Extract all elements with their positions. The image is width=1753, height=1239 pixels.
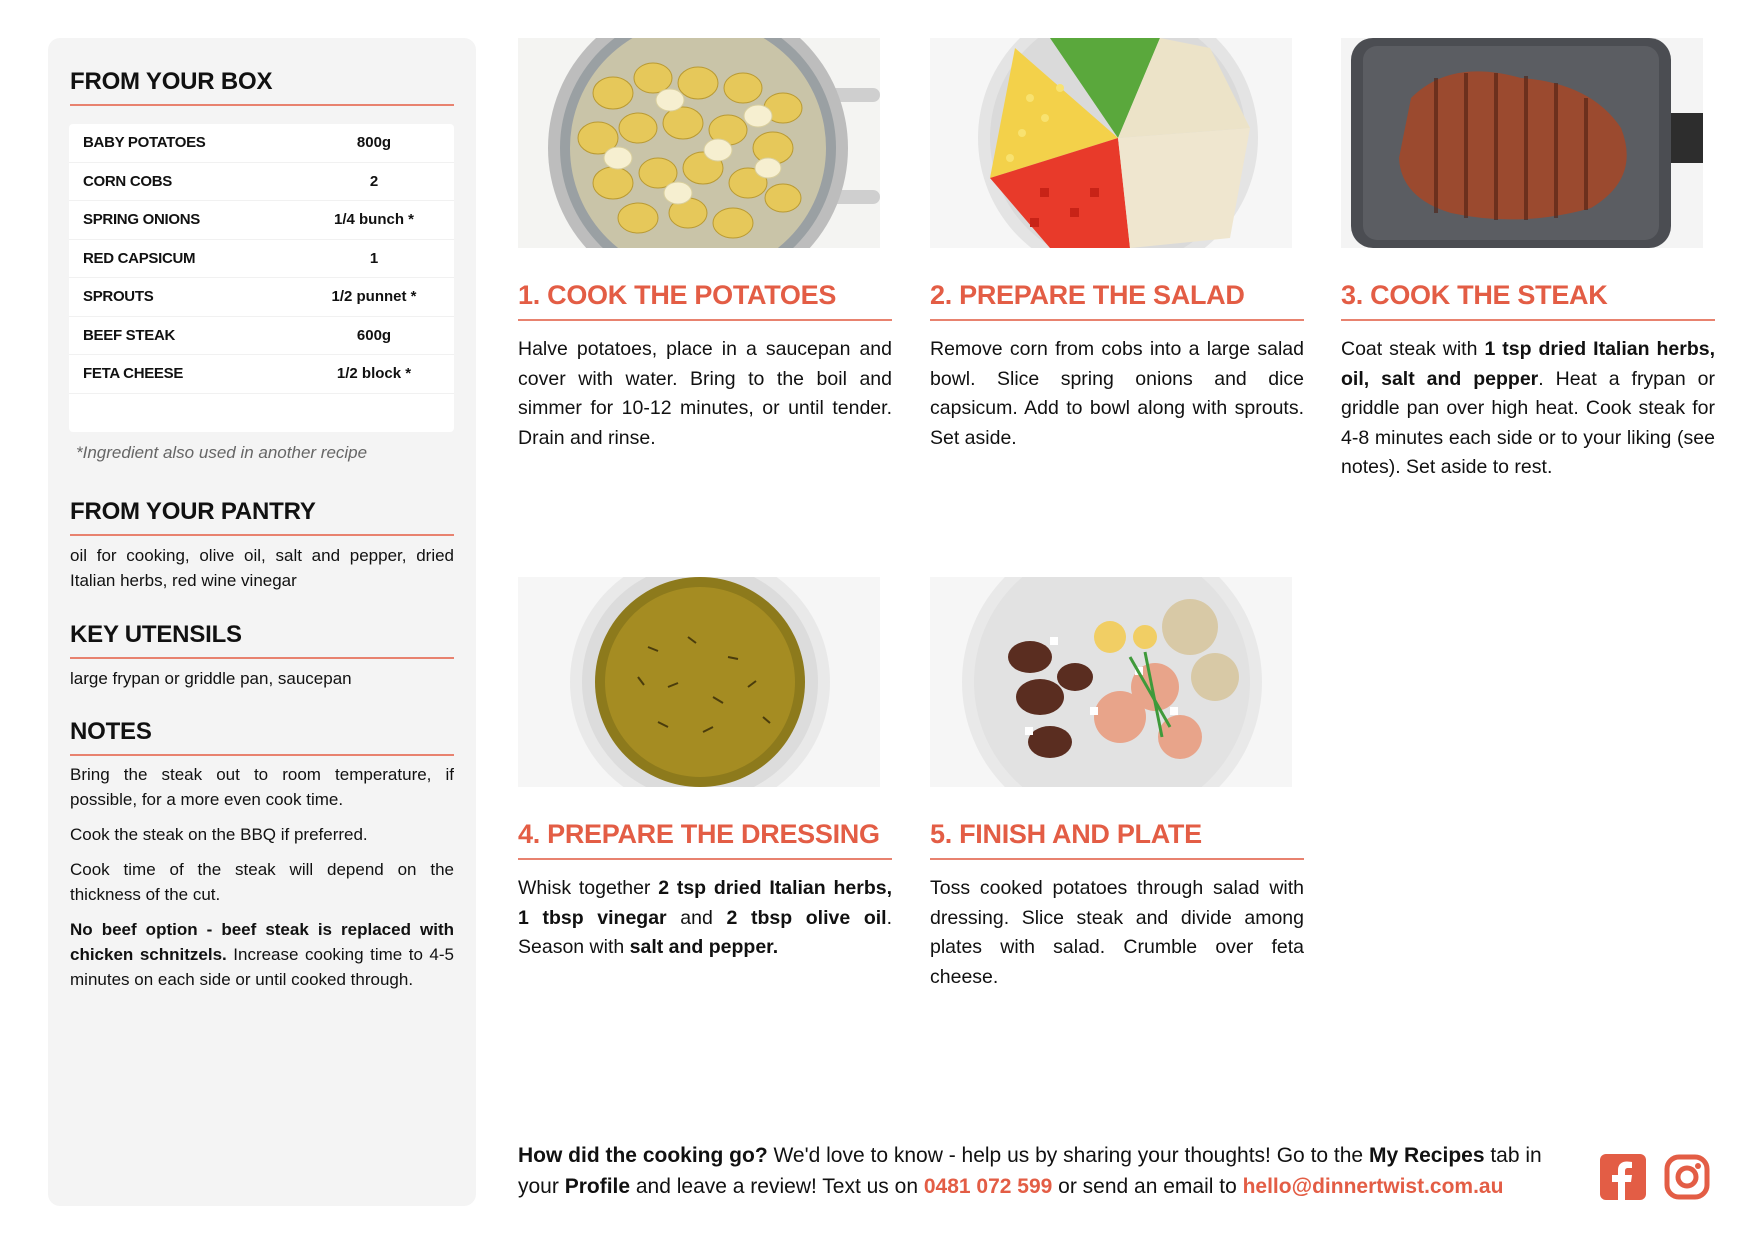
ingredient-name: FETA CHEESE	[83, 365, 184, 383]
table-row	[69, 163, 454, 202]
from-your-box-heading: FROM YOUR BOX	[70, 68, 454, 106]
ingredient-qty: 800g	[356, 134, 392, 152]
ingredient-qty: 1/4 bunch *	[333, 211, 415, 229]
pantry-heading: FROM YOUR PANTRY	[70, 498, 454, 536]
note-item: Bring the steak out to room temperature, if possible, for a more even cook time.	[70, 765, 454, 809]
step-text-bold: 1 tsp dried Italian herbs, oil, salt and pepper	[1341, 338, 1716, 390]
notes-list	[70, 762, 454, 1002]
phone-link[interactable]: 0481 072 599	[923, 1175, 1053, 1198]
step-title: 5. FINISH AND PLATE	[930, 819, 1304, 860]
potatoes-photo	[518, 38, 880, 248]
step-1	[518, 38, 892, 449]
my-recipes-label: My Recipes	[1368, 1144, 1485, 1167]
step-text: . Heat a frypan or griddle pan over high heat. Cook steak for 4-8 minutes each side or to your liking (see notes). Set aside to rest.	[1341, 367, 1715, 478]
option-bold-text: No beef option - beef steak is replaced with chicken schnitzels.	[70, 920, 454, 964]
ingredient-qty: 1	[369, 249, 379, 267]
feedback-text: or send an email to	[1052, 1175, 1243, 1198]
table-row	[69, 355, 454, 394]
step-text: . Season with	[518, 906, 892, 958]
table-row	[69, 124, 454, 163]
feedback-question: How did the cooking go?	[518, 1144, 768, 1167]
step-text: Whisk together	[518, 877, 659, 899]
ingredient-name: BEEF STEAK	[83, 326, 176, 344]
feedback-text: We'd love to know - help us by sharing your thoughts! Go to the	[767, 1144, 1369, 1167]
ingredient-footnote: *Ingredient also used in another recipe	[76, 443, 368, 462]
salad-photo	[930, 38, 1292, 248]
ingredients-sidebar	[48, 38, 476, 1206]
dressing-photo	[518, 577, 880, 787]
feedback-text: tab in your	[518, 1144, 1542, 1198]
step-body	[1341, 335, 1715, 483]
step-title: 2. PREPARE THE SALAD	[930, 280, 1304, 321]
ingredients-table	[69, 124, 454, 432]
profile-label: Profile	[564, 1175, 631, 1198]
step-body: Halve potatoes, place in a saucepan and cover with water. Bring to the boil and simmer for 10-12 minutes, or until tender. Drain and rinse.	[518, 338, 892, 449]
facebook-icon[interactable]	[1600, 1154, 1646, 1200]
step-text-bold: 2 tsp dried Italian herbs, 1 tbsp vinegar	[518, 877, 892, 929]
step-body	[518, 874, 892, 963]
note-item-option	[70, 917, 454, 992]
ingredient-qty: 2	[369, 172, 379, 190]
email-link[interactable]: hello@dinnertwist.com.au	[1242, 1175, 1504, 1198]
ingredient-name: RED CAPSICUM	[83, 249, 196, 267]
note-item: Cook the steak on the BBQ if preferred.	[70, 825, 368, 844]
note-item: Cook time of the steak will depend on the thickness of the cut.	[70, 860, 454, 904]
ingredient-qty: 1/2 punnet *	[331, 288, 417, 306]
ingredient-name: CORN COBS	[83, 172, 172, 190]
step-body: Toss cooked potatoes through salad with dressing. Slice steak and divide among plates with salad. Crumble over feta cheese.	[930, 877, 1304, 988]
table-row	[69, 240, 454, 279]
notes-heading: NOTES	[70, 718, 454, 756]
ingredient-qty: 1/2 block *	[336, 365, 412, 383]
step-2	[930, 38, 1304, 449]
ingredient-name: BABY POTATOES	[83, 134, 206, 152]
utensils-heading: KEY UTENSILS	[70, 621, 454, 659]
step-4	[518, 577, 892, 958]
utensils-text: large frypan or griddle pan, saucepan	[70, 669, 352, 688]
table-row	[69, 278, 454, 317]
step-5	[930, 577, 1304, 988]
table-row	[69, 317, 454, 356]
step-title: 4. PREPARE THE DRESSING	[518, 819, 892, 860]
instagram-icon[interactable]	[1664, 1154, 1710, 1200]
step-text: Coat steak with	[1341, 338, 1485, 360]
step-text: and	[666, 906, 727, 929]
feedback-message	[518, 1140, 1578, 1202]
ingredient-name: SPROUTS	[83, 288, 154, 306]
option-text: Increase cooking time to 4-5 minutes on each side or until cooked through.	[70, 945, 454, 989]
step-title: 3. COOK THE STEAK	[1341, 280, 1715, 321]
steak-photo	[1341, 38, 1703, 248]
feedback-text: and leave a review! Text us on	[630, 1175, 924, 1198]
ingredient-qty: 600g	[356, 326, 392, 344]
step-body: Remove corn from cobs into a large salad bowl. Slice spring onions and dice capsicum. Add to bowl along with sprouts. Set aside.	[930, 338, 1304, 449]
step-3	[1341, 38, 1716, 478]
pantry-text: oil for cooking, olive oil, salt and pepper, dried Italian herbs, red wine vinegar	[70, 546, 454, 590]
step-title: 1. COOK THE POTATOES	[518, 280, 892, 321]
table-row	[69, 201, 454, 240]
plated-dish-photo	[930, 577, 1292, 787]
step-text-bold: 2 tbsp olive oil	[726, 906, 887, 929]
ingredient-name: SPRING ONIONS	[83, 211, 200, 229]
step-text-bold: salt and pepper.	[629, 936, 779, 958]
